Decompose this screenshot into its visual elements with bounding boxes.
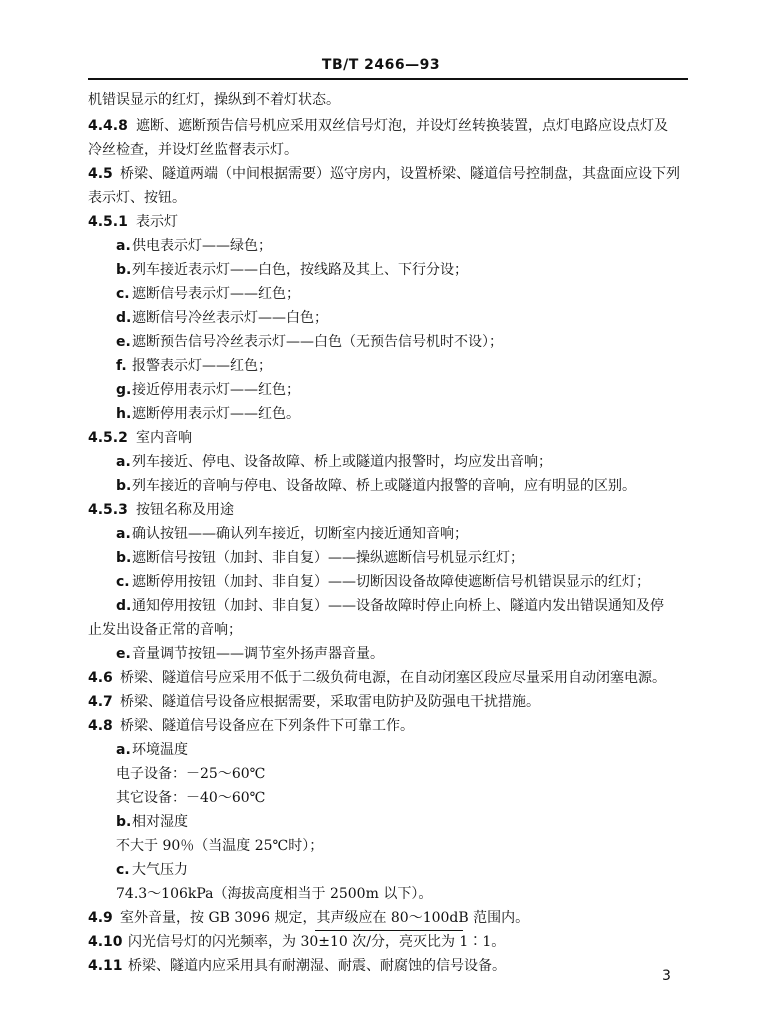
list-item — [116, 860, 188, 880]
list-item — [116, 284, 300, 304]
text-line — [88, 140, 298, 160]
clause-line — [88, 212, 178, 232]
line-text: 遮断信号冷丝表示灯——白色； — [132, 310, 328, 326]
item-label: d. — [116, 598, 132, 614]
header-rule — [88, 78, 688, 80]
line-text: 大气压力 — [132, 862, 188, 878]
clause-number: 4.10 — [88, 934, 123, 950]
item-label: c. — [116, 862, 130, 878]
line-text: 机错误显示的红灯，操纵到不着灯状态。 — [88, 92, 340, 108]
line-text: 遮断停用按钮（加封、非自复）——切断因设备故障使遮断信号机错误显示的红灯； — [132, 574, 650, 590]
text-line — [116, 836, 323, 856]
line-text: 室外音量，按 GB 3096 规定，其声级应在 80～100dB 范围内。 — [120, 910, 530, 926]
clause-number: 4.6 — [88, 670, 113, 686]
text-line — [88, 188, 186, 208]
clause-line — [88, 428, 192, 448]
line-text: 遮断停用表示灯——红色。 — [132, 406, 300, 422]
line-text: 环境温度 — [132, 742, 188, 758]
clause-line — [88, 116, 668, 136]
list-item — [116, 260, 468, 280]
item-label: b. — [116, 478, 132, 494]
item-label: a. — [116, 526, 131, 542]
item-label: e. — [116, 646, 131, 662]
item-label: a. — [116, 742, 131, 758]
line-text: 桥梁、隧道信号设备应在下列条件下可靠工作。 — [120, 718, 414, 734]
document-code-header: TB/T 2466—93 — [321, 57, 441, 73]
clause-line — [88, 500, 234, 520]
item-label: b. — [116, 550, 132, 566]
list-item — [116, 236, 272, 256]
list-item — [116, 596, 664, 616]
item-label: b. — [116, 262, 132, 278]
line-text: 按钮名称及用途 — [136, 502, 234, 518]
line-text: 桥梁、隧道信号设备应根据需要，采取雷电防护及防强电干扰措施。 — [120, 694, 540, 710]
line-text: 音量调节按钮——调节室外扬声器音量。 — [132, 646, 384, 662]
line-text: 遮断信号表示灯——红色； — [132, 286, 300, 302]
line-text: 供电表示灯——绿色； — [132, 238, 272, 254]
line-text: 桥梁、隧道内应采用具有耐潮湿、耐震、耐腐蚀的信号设备。 — [128, 958, 506, 974]
item-label: b. — [116, 814, 132, 830]
list-item — [116, 380, 300, 400]
line-text: 闪光信号灯的闪光频率，为 30±10 次/分，亮灭比为 1∶1。 — [128, 934, 506, 950]
line-text: 接近停用表示灯——红色； — [132, 382, 300, 398]
list-item — [116, 812, 188, 832]
text-line — [88, 620, 242, 640]
item-label: f. — [116, 358, 127, 374]
line-text: 确认按钮——确认列车接近，切断室内接近通知音响； — [132, 526, 468, 542]
line-text: 报警表示灯——红色； — [132, 358, 272, 374]
line-text: 其它设备：－40～60℃ — [116, 790, 266, 806]
clause-number: 4.5 — [88, 166, 113, 182]
list-item — [116, 356, 272, 376]
clause-line — [88, 908, 529, 928]
line-text: 不大于 90％（当温度 25℃时）； — [116, 838, 324, 854]
clause-number: 4.5.3 — [88, 502, 128, 518]
clause-number: 4.4.8 — [88, 118, 128, 134]
list-item — [116, 548, 524, 568]
line-text: 列车接近表示灯——白色，按线路及其上、下行分设； — [132, 262, 468, 278]
line-text: 表示灯 — [136, 214, 178, 230]
text-line — [116, 788, 265, 808]
line-text: 遮断、遮断预告信号机应采用双丝信号灯泡，并设灯丝转换装置，点灯电路应设点灯及 — [136, 118, 668, 134]
clause-line — [88, 956, 506, 976]
clause-number: 4.5.2 — [88, 430, 128, 446]
line-text: 通知停用按钮（加封、非自复）——设备故障时停止向桥上、隧道内发出错误通知及停 — [132, 598, 664, 614]
clause-number: 4.11 — [88, 958, 123, 974]
clause-line — [88, 692, 540, 712]
line-text: 桥梁、隧道两端（中间根据需要）巡守房内，设置桥梁、隧道信号控制盘，其盘面应设下列 — [120, 166, 680, 182]
item-label: a. — [116, 238, 131, 254]
line-text: 列车接近的音响与停电、设备故障、桥上或隧道内报警的音响，应有明显的区别。 — [132, 478, 636, 494]
clause-number: 4.7 — [88, 694, 113, 710]
item-label: a. — [116, 454, 131, 470]
clause-line — [88, 668, 666, 688]
clause-line — [88, 716, 414, 736]
item-label: d. — [116, 310, 132, 326]
end-of-text-rule — [315, 930, 463, 931]
list-item — [116, 644, 384, 664]
line-text: 遮断预告信号冷丝表示灯——白色（无预告信号机时不设）； — [132, 334, 503, 350]
list-item — [116, 524, 468, 544]
list-item — [116, 404, 300, 424]
text-line — [116, 884, 432, 904]
list-item — [116, 308, 328, 328]
list-item — [116, 476, 636, 496]
line-text: 电子设备：－25～60℃ — [116, 766, 266, 782]
page-number: 3 — [662, 968, 671, 984]
item-label: e. — [116, 334, 131, 350]
item-label: c. — [116, 574, 130, 590]
item-label: h. — [116, 406, 132, 422]
item-label: g. — [116, 382, 132, 398]
list-item — [116, 332, 503, 352]
list-item — [116, 740, 188, 760]
line-text: 桥梁、隧道信号应采用不低于二级负荷电源，在自动闭塞区段应尽量采用自动闭塞电源。 — [120, 670, 666, 686]
list-item — [116, 572, 650, 592]
text-line — [88, 90, 340, 110]
text-line — [116, 764, 265, 784]
line-text: 相对湿度 — [132, 814, 188, 830]
line-text: 表示灯、按钮。 — [88, 190, 186, 206]
line-text: 止发出设备正常的音响； — [88, 622, 242, 638]
line-text: 冷丝检查，并设灯丝监督表示灯。 — [88, 142, 298, 158]
line-text: 遮断信号按钮（加封、非自复）——操纵遮断信号机显示红灯； — [132, 550, 524, 566]
clause-line — [88, 164, 680, 184]
item-label: c. — [116, 286, 130, 302]
clause-number: 4.8 — [88, 718, 113, 734]
clause-number: 4.9 — [88, 910, 113, 926]
clause-line — [88, 932, 505, 952]
clause-number: 4.5.1 — [88, 214, 128, 230]
line-text: 列车接近、停电、设备故障、桥上或隧道内报警时，均应发出音响； — [132, 454, 552, 470]
line-text: 74.3～106kPa（海拔高度相当于 2500m 以下）。 — [116, 886, 433, 902]
line-text: 室内音响 — [136, 430, 192, 446]
list-item — [116, 452, 552, 472]
